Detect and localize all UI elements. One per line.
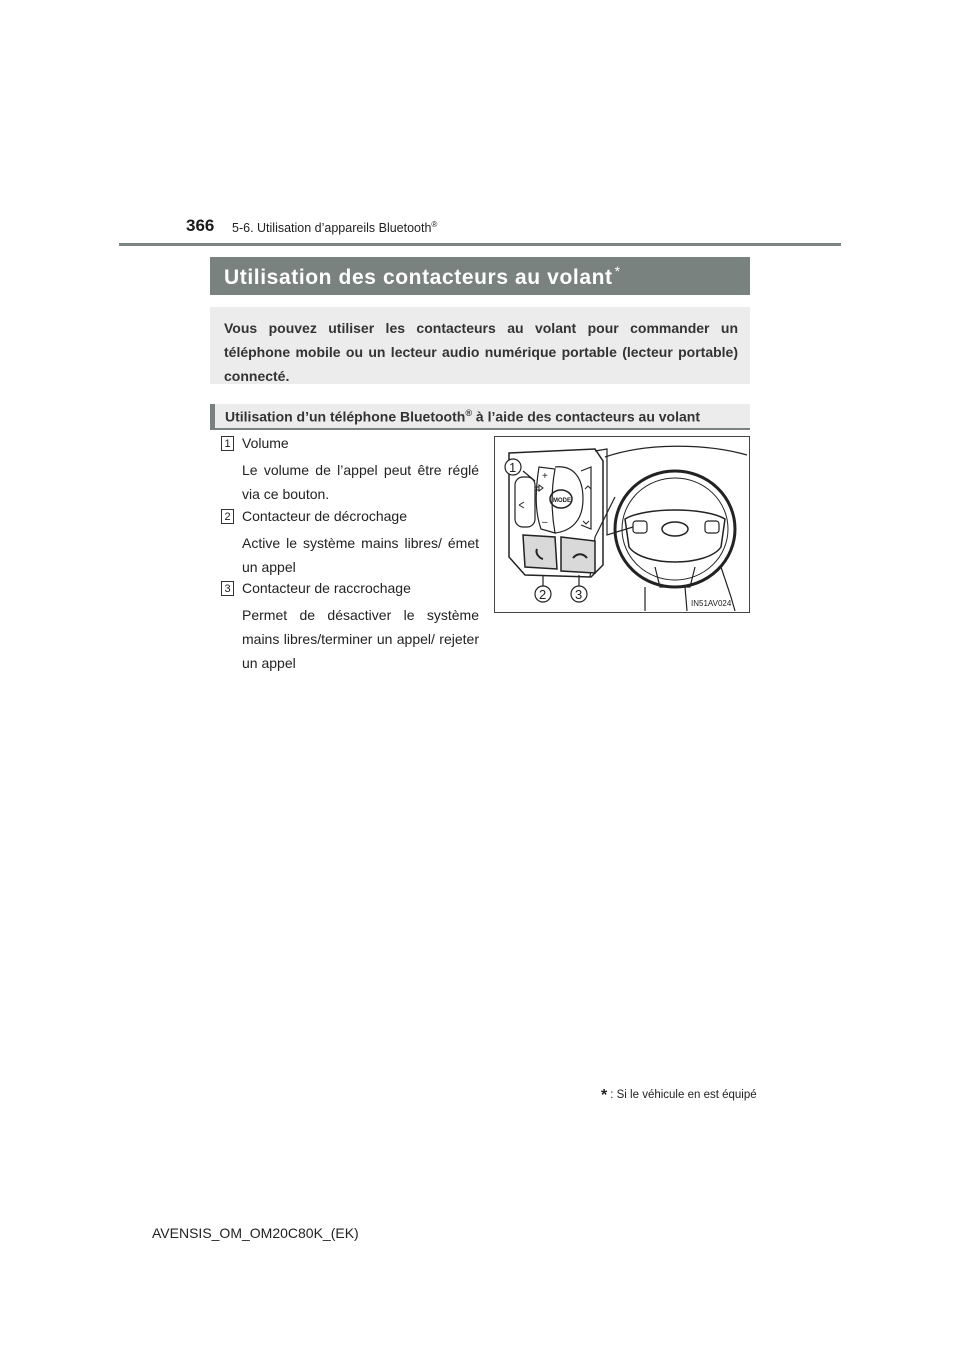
chevron-up-icon [585, 486, 591, 489]
callout-1-label: 1 [509, 460, 517, 475]
volume-minus-label: – [542, 517, 548, 528]
section-title-bar [210, 257, 750, 295]
brand-emblem [662, 522, 688, 536]
callout-2-label: 2 [539, 587, 547, 602]
dashboard-line [645, 587, 687, 611]
item-label-volume: Volume [242, 435, 289, 451]
item-desc-pickup-switch: Active le système mains libres/ émet un appel [242, 535, 479, 575]
item-number-3: 3 [221, 581, 234, 596]
section-title [224, 263, 621, 290]
chapter-registered-mark: ® [431, 220, 438, 229]
intro-box: Vous pouvez utiliser les contacteurs au volant pour commander un téléphone mobile ou un lecteur audio numérique portable (lecteur portable) connecté. [210, 307, 750, 384]
subsection-title-pre: Utilisation d’un téléphone Bluetooth [225, 408, 466, 425]
voice-icon [519, 502, 524, 508]
subsection-title-bar [210, 404, 750, 430]
item-number-1: 1 [221, 436, 234, 451]
header-rule [119, 243, 841, 246]
item-number-2: 2 [221, 509, 234, 524]
steering-wheel-rim-inner [622, 478, 728, 580]
chapter-text: 5-6. Utilisation d’appareils Bluetooth [232, 221, 432, 236]
left-switch-pad [633, 521, 647, 533]
footnote-text: : Si le véhicule en est équipé [610, 1089, 757, 1101]
steering-wheel-drawing [495, 437, 749, 612]
footnote [601, 1087, 757, 1105]
item-desc-volume: Le volume de l’appel peut être réglé via ce bouton. [242, 462, 479, 502]
page-number: 366 [186, 216, 215, 235]
item-label-pickup-switch: Contacteur de décrochage [242, 508, 407, 524]
right-switch-pad [705, 521, 719, 533]
chapter-title [232, 220, 437, 235]
mode-button-label: MODE [553, 498, 571, 504]
volume-plus-label: + [542, 471, 548, 482]
subsection-title-post: à l’aide des contacteurs au volant [472, 408, 700, 425]
dashboard-line [605, 446, 747, 457]
item-label-hangup-switch: Contacteur de raccrochage [242, 580, 411, 596]
voice-button [515, 477, 535, 527]
section-title-text: Utilisation des contacteurs au volant [224, 265, 613, 289]
figure-code: IN51AV024 [691, 599, 732, 608]
callout-1-leader [523, 471, 535, 481]
pickup-switch [523, 535, 557, 569]
subsection-registered-mark: ® [465, 407, 473, 418]
subsection-title [225, 408, 700, 425]
steering-wheel-illustration [494, 436, 750, 613]
callout-3-label: 3 [575, 587, 583, 602]
chevron-down-icon [583, 521, 589, 524]
section-asterisk: * [614, 262, 621, 279]
item-desc-hangup-switch: Permet de désactiver le système mains libres/terminer un appel/ rejeter un appel [242, 607, 479, 671]
footnote-asterisk: * [601, 1087, 608, 1104]
footer-document-code: AVENSIS_OM_OM20C80K_(EK) [152, 1225, 359, 1241]
